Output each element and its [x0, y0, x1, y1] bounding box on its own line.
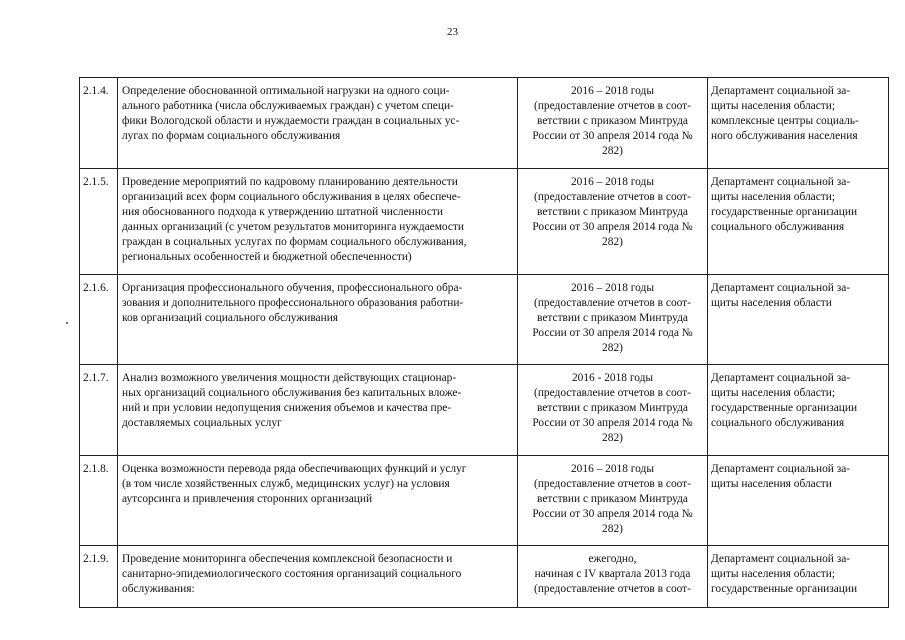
description-line: ных организаций социального обслуживания без капитальных вложе-: [122, 387, 462, 400]
table-row: [80, 78, 889, 169]
table-row: [80, 274, 889, 364]
term-line: начиная с IV квартала 2013 года: [534, 568, 691, 581]
execution-term: [518, 545, 708, 607]
description-line: зования и дополнительного профессионального образования работни-: [122, 296, 464, 309]
measure-description: [118, 274, 518, 364]
item-number: 2.1.5.: [80, 169, 118, 275]
description-line: Анализ возможного увеличения мощности действующих стационар-: [122, 372, 457, 385]
responsible-line: Департамент социальной за-: [711, 462, 851, 475]
responsible-line: Департамент социальной за-: [711, 552, 851, 565]
description-line: аутсорсинга и привлечения сторонних организаций: [122, 492, 373, 505]
responsible-line: Департамент социальной за-: [711, 176, 851, 188]
item-number: 2.1.6.: [80, 274, 118, 364]
responsible-executors: [708, 274, 889, 364]
term-line: 282): [602, 236, 623, 249]
description-line: доставляемых социальных услуг: [122, 417, 282, 430]
description-line: ния обоснованного подхода к утверждению штатной численности: [122, 206, 443, 219]
responsible-executors: [708, 365, 889, 455]
responsible-line: социального обслуживания: [711, 221, 845, 234]
description-line: лугах по формам социального обслуживания: [122, 130, 341, 143]
description-line: (в том числе хозяйственных служб, медицинских услуг) на условия: [122, 477, 450, 490]
term-line: (предоставление отчетов в соот-: [534, 477, 691, 490]
item-number: 2.1.4.: [80, 78, 118, 169]
term-line: ветствии с приказом Минтруда: [537, 492, 688, 505]
term-line: (предоставление отчетов в соот-: [534, 100, 691, 113]
term-line: России от 30 апреля 2014 года №: [532, 417, 693, 430]
term-line: 2016 - 2018 годы: [571, 372, 654, 385]
term-line: ветствии с приказом Минтруда: [537, 206, 688, 219]
term-line: 282): [602, 432, 623, 445]
description-line: Проведение мониторинга обеспечения комплексной безопасности и: [122, 552, 453, 565]
term-line: России от 30 апреля 2014 года №: [532, 221, 693, 234]
description-line: организаций всех форм социального обслуживания в целях обеспече-: [122, 191, 461, 204]
measure-description: [118, 169, 518, 275]
table-row: [80, 365, 889, 455]
responsible-line: социального обслуживания: [711, 417, 845, 430]
description-line: фики Вологодской области и нуждаемости граждан в социальных ус-: [122, 115, 460, 128]
responsible-line: Департамент социальной за-: [711, 372, 851, 385]
term-line: (предоставление отчетов в соот-: [534, 191, 691, 204]
description-line: Проведение мероприятий по кадровому планированию деятельности: [122, 176, 458, 188]
description-line: ков организаций социального обслуживания: [122, 311, 339, 324]
responsible-executors: [708, 545, 889, 607]
table-row: [80, 169, 889, 275]
execution-term: [518, 455, 708, 545]
term-line: 282): [602, 522, 623, 535]
measures-table-body: [80, 78, 889, 608]
description-line: Организация профессионального обучения, профессионального обра-: [122, 281, 463, 294]
term-line: ветствии с приказом Минтруда: [537, 115, 688, 128]
responsible-line: щиты населения области;: [711, 191, 836, 204]
term-line: ветствии с приказом Минтруда: [537, 402, 688, 415]
responsible-executors: [708, 169, 889, 275]
responsible-line: щиты населения области;: [711, 387, 836, 400]
term-line: (предоставление отчетов в соот-: [534, 387, 691, 400]
term-line: 2016 – 2018 годы: [570, 281, 654, 294]
execution-term: [518, 365, 708, 455]
responsible-line: комплексные центры социаль-: [711, 115, 859, 128]
responsible-line: щиты населения области;: [711, 568, 836, 581]
description-line: Определение обоснованной оптимальной нагрузки на одного соци-: [122, 85, 450, 97]
term-line: (предоставление отчетов в соот-: [534, 296, 691, 309]
execution-term: [518, 274, 708, 364]
term-line: России от 30 апреля 2014 года №: [532, 130, 693, 143]
term-line: России от 30 апреля 2014 года №: [532, 326, 693, 339]
measures-table: [79, 77, 889, 608]
execution-term: [518, 78, 708, 169]
responsible-line: щиты населения области: [711, 296, 832, 309]
responsible-executors: [708, 455, 889, 545]
term-line: (предоставление отчетов в соот-: [534, 583, 691, 596]
term-line: ежегодно,: [588, 552, 637, 565]
description-line: Оценка возможности перевода ряда обеспечивающих функций и услуг: [122, 462, 467, 475]
description-line: обслуживания:: [122, 583, 195, 596]
measure-description: [118, 365, 518, 455]
term-line: 2016 – 2018 годы: [570, 85, 654, 97]
term-line: 282): [602, 145, 623, 158]
execution-term: [518, 169, 708, 275]
page-number: 23: [447, 26, 458, 38]
responsible-executors: [708, 78, 889, 169]
table-row: [80, 545, 889, 607]
responsible-line: государственные организации: [711, 206, 858, 219]
scan-speck: [66, 322, 68, 324]
responsible-line: государственные организации: [711, 583, 858, 596]
responsible-line: щиты населения области;: [711, 100, 836, 113]
measure-description: [118, 455, 518, 545]
term-line: 282): [602, 341, 623, 354]
measure-description: [118, 78, 518, 169]
responsible-line: Департамент социальной за-: [711, 281, 851, 294]
term-line: ветствии с приказом Минтруда: [537, 311, 688, 324]
responsible-line: ного обслуживания населения: [711, 130, 858, 143]
item-number: 2.1.8.: [80, 455, 118, 545]
term-line: 2016 – 2018 годы: [570, 462, 654, 475]
item-number: 2.1.7.: [80, 365, 118, 455]
description-line: данных организаций (с учетом результатов мониторинга нуждаемости: [122, 221, 465, 234]
item-number: 2.1.9.: [80, 545, 118, 607]
responsible-line: государственные организации: [711, 402, 858, 415]
term-line: России от 30 апреля 2014 года №: [532, 507, 693, 520]
responsible-line: Департамент социальной за-: [711, 85, 851, 97]
measure-description: [118, 545, 518, 607]
description-line: санитарно-эпидемиологического состояния организаций социального: [122, 568, 462, 581]
table-row: [80, 455, 889, 545]
description-line: ального работника (числа обслуживаемых граждан) с учетом специ-: [122, 100, 454, 113]
description-line: ний и при условии недопущения снижения объемов и качества пре-: [122, 402, 452, 415]
term-line: 2016 – 2018 годы: [570, 176, 654, 188]
description-line: граждан в социальных услугах по формам социального обслуживания,: [122, 236, 467, 249]
description-line: региональных особенностей и бюджетной обеспеченности): [122, 251, 412, 264]
responsible-line: щиты населения области: [711, 477, 832, 490]
